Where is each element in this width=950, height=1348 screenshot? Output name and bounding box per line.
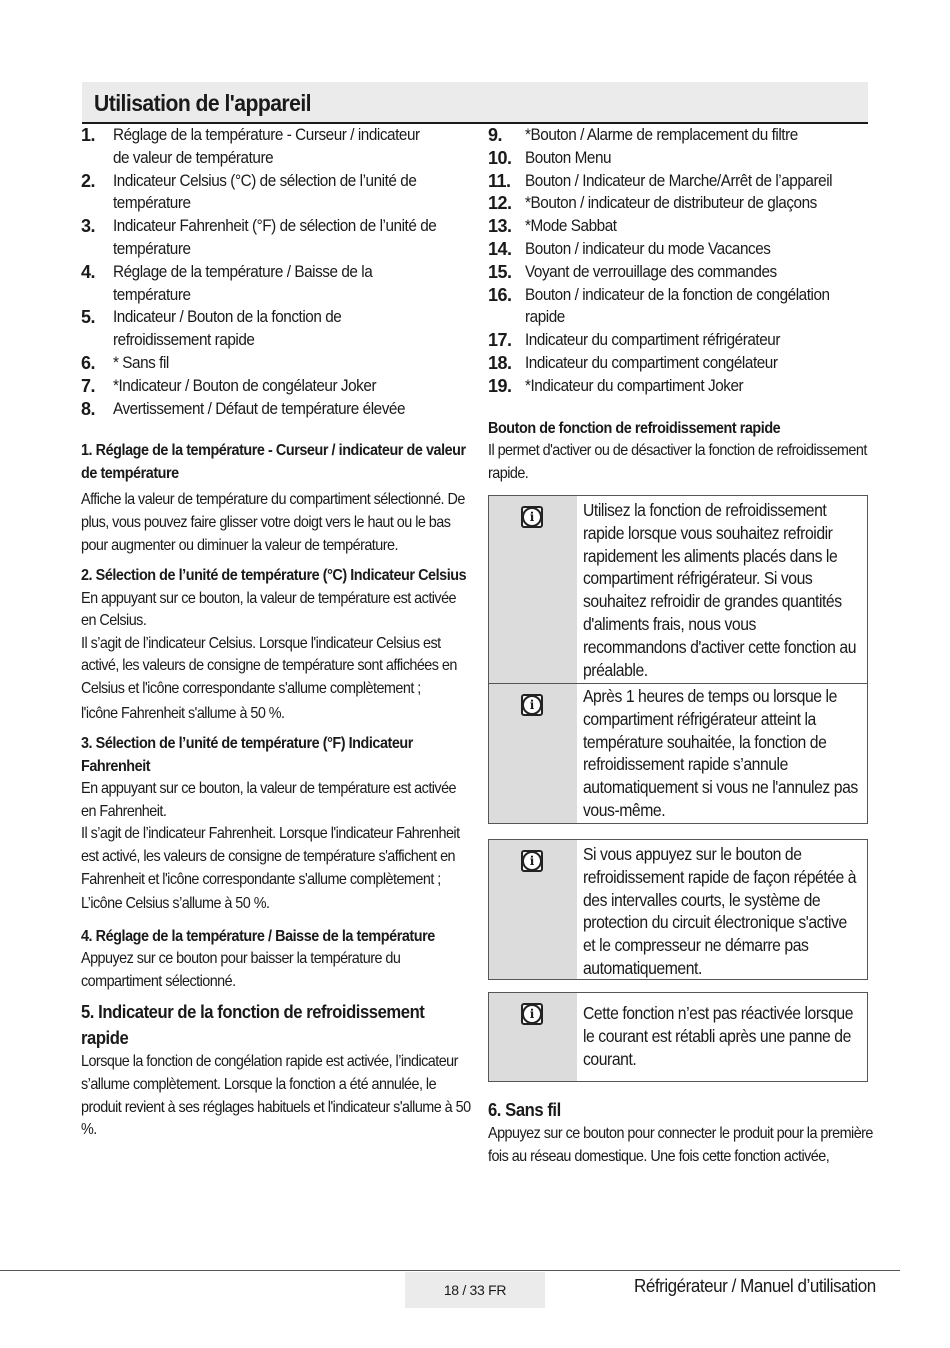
section-quick-cool-button — [488, 418, 880, 486]
list-item: 1. Réglage de la température - Curseur / indicateur de valeur de température — [81, 125, 420, 167]
note-text-cell — [577, 840, 867, 979]
section-body: Il s’agit de l’indicateur Fahrenheit. Lorsque l'indicateur Fahrenheit est activé, les valeurs de consigne de température s'affichent en Fahrenheit et l'icône correspondante s'allume complètement ; — [81, 825, 460, 888]
control-list-left — [81, 124, 473, 420]
note-icon-cell — [489, 993, 577, 1081]
list-item: 12. *Bouton / indicateur de distributeur de glaçons — [488, 193, 817, 214]
list-item: 14. Bouton / indicateur du mode Vacances — [488, 238, 771, 259]
page-title: Utilisation de l'appareil — [94, 90, 311, 116]
list-item: 15. Voyant de verrouillage des commandes — [488, 261, 777, 282]
section-body: l'icône Fahrenheit s'allume à 50 %. — [81, 704, 285, 722]
note-text: Si vous appuyez sur le bouton de refroidissement rapide de façon répétée à des intervalles courts, le système de protection du circuit électronique s'active et le compresseur ne démarre pas automatiquement. — [583, 844, 857, 978]
list-item: 8. Avertissement / Défaut de température élevée — [81, 398, 406, 419]
right-column — [488, 124, 880, 485]
list-item: 16. Bouton / indicateur de la fonction de congélation rapide — [488, 284, 830, 327]
list-item: 9. *Bouton / Alarme de remplacement du filtre — [488, 125, 798, 145]
list-item: 7. *Indicateur / Bouton de congélateur Joker — [81, 375, 377, 396]
info-icon: i — [521, 850, 543, 872]
note-text-cell — [577, 684, 867, 823]
left-column — [81, 124, 473, 1142]
section-temp-down — [81, 926, 473, 994]
list-item: 3. Indicateur Fahrenheit (°F) de sélection de l’unité de température — [81, 216, 437, 258]
section-body: Lorsque la fonction de congélation rapide est activée, l’indicateur s’allume complètement. Lorsque la fonction a été annulée, le produit revient à ses réglages habituels et l'indicateur s'allume à 50 %. — [81, 1053, 471, 1139]
list-item: 19. *Indicateur du compartiment Joker — [488, 375, 744, 396]
list-item: 18. Indicateur du compartiment congélateur — [488, 352, 778, 373]
page-number: 18 / 33 FR — [405, 1272, 545, 1308]
section-body: En appuyant sur ce bouton, la valeur de température est activée en Celsius. — [81, 589, 457, 630]
info-icon: i — [521, 506, 543, 528]
section-heading: 2. Sélection de l’unité de température (°C) Indicateur Celsius — [81, 567, 467, 585]
section-heading: 3. Sélection de l’unité de température (°F) Indicateur Fahrenheit — [81, 735, 413, 775]
info-note — [489, 496, 867, 683]
note-text: Après 1 heures de temps ou lorsque le compartiment réfrigérateur atteint la température souhaitée, la fonction de refroidissement rapide s’annule automatiquement si vous ne l'annulez pas vous-même. — [583, 686, 858, 820]
note-text: Cette fonction n’est pas réactivée lorsque le courant est rétabli après une panne de courant. — [583, 1003, 854, 1069]
section-header — [82, 82, 868, 124]
control-list-right — [488, 124, 880, 398]
section-quick-cool-indicator — [81, 999, 473, 1141]
list-item: 10. Bouton Menu — [488, 147, 612, 168]
section-heading: Bouton de fonction de refroidissement rapide — [488, 419, 781, 437]
section-heading: 6. Sans fil — [488, 1099, 561, 1120]
section-fahrenheit — [81, 733, 473, 916]
section-body: L’icône Celsius s’allume à 50 %. — [81, 895, 270, 913]
note-text-cell — [577, 496, 867, 683]
info-note — [488, 992, 868, 1082]
section-temp-slider — [81, 440, 473, 557]
list-item: 17. Indicateur du compartiment réfrigérateur — [488, 330, 780, 351]
section-heading: 1. Réglage de la température - Curseur / indicateur de valeur de température — [81, 442, 466, 482]
note-icon-cell — [489, 684, 577, 823]
section-body: Appuyez sur ce bouton pour baisser la température du compartiment sélectionné. — [81, 950, 401, 990]
list-item: 13. *Mode Sabbat — [488, 216, 617, 237]
list-item: 6. * Sans fil — [81, 352, 169, 373]
list-item: 4. Réglage de la température / Baisse de la température — [81, 261, 373, 304]
footer-divider — [0, 1270, 900, 1271]
note-icon-cell — [489, 840, 577, 979]
section-body: Affiche la valeur de température du compartiment sélectionné. De plus, vous pouvez faire glisser votre doigt vers le haut ou le bas pour augmenter ou diminuer la valeur de température. — [81, 491, 465, 554]
note-icon-cell — [489, 496, 577, 683]
info-note-group — [488, 495, 868, 824]
info-icon: i — [521, 1003, 543, 1025]
section-body: Il s’agit de l’indicateur Celsius. Lorsque l'indicateur Celsius est activé, les valeurs de consigne de température sont affichées en Celsius et l'icône correspondante s'allume complètement ; — [81, 634, 457, 698]
section-body: Il permet d'activer ou de désactiver la fonction de refroidissement rapide. — [488, 442, 867, 482]
note-text: Utilisez la fonction de refroidissement rapide lorsque vous souhaitez refroidir rapidement les aliments placés dans le compartiment réfrigérateur. Si vous souhaitez refroidir de grandes quantités d'aliments frais, nous vous recommandons d'activer cette fonction au préalable. — [583, 500, 857, 680]
list-item: 5. Indicateur / Bouton de la fonction de refroidissement rapide — [81, 307, 342, 350]
section-wireless — [488, 1097, 880, 1168]
footer-title: Réfrigérateur / Manuel d’utilisation — [634, 1275, 876, 1296]
section-body: Appuyez sur ce bouton pour connecter le produit pour la première fois au réseau domestique. Une fois cette fonction activée, — [488, 1125, 873, 1165]
note-text-cell — [577, 993, 867, 1081]
info-note — [488, 839, 868, 980]
section-celsius — [81, 565, 473, 725]
info-icon: i — [521, 694, 543, 716]
section-heading: 5. Indicateur de la fonction de refroidissement rapide — [81, 1001, 425, 1049]
section-heading: 4. Réglage de la température / Baisse de la température — [81, 927, 435, 945]
list-item: 2. Indicateur Celsius (°C) de sélection de l’unité de température — [81, 170, 417, 213]
info-note — [489, 683, 867, 823]
section-body: En appuyant sur ce bouton, la valeur de température est activée en Fahrenheit. — [81, 780, 457, 820]
list-item: 11. Bouton / Indicateur de Marche/Arrêt de l’appareil — [488, 170, 833, 191]
